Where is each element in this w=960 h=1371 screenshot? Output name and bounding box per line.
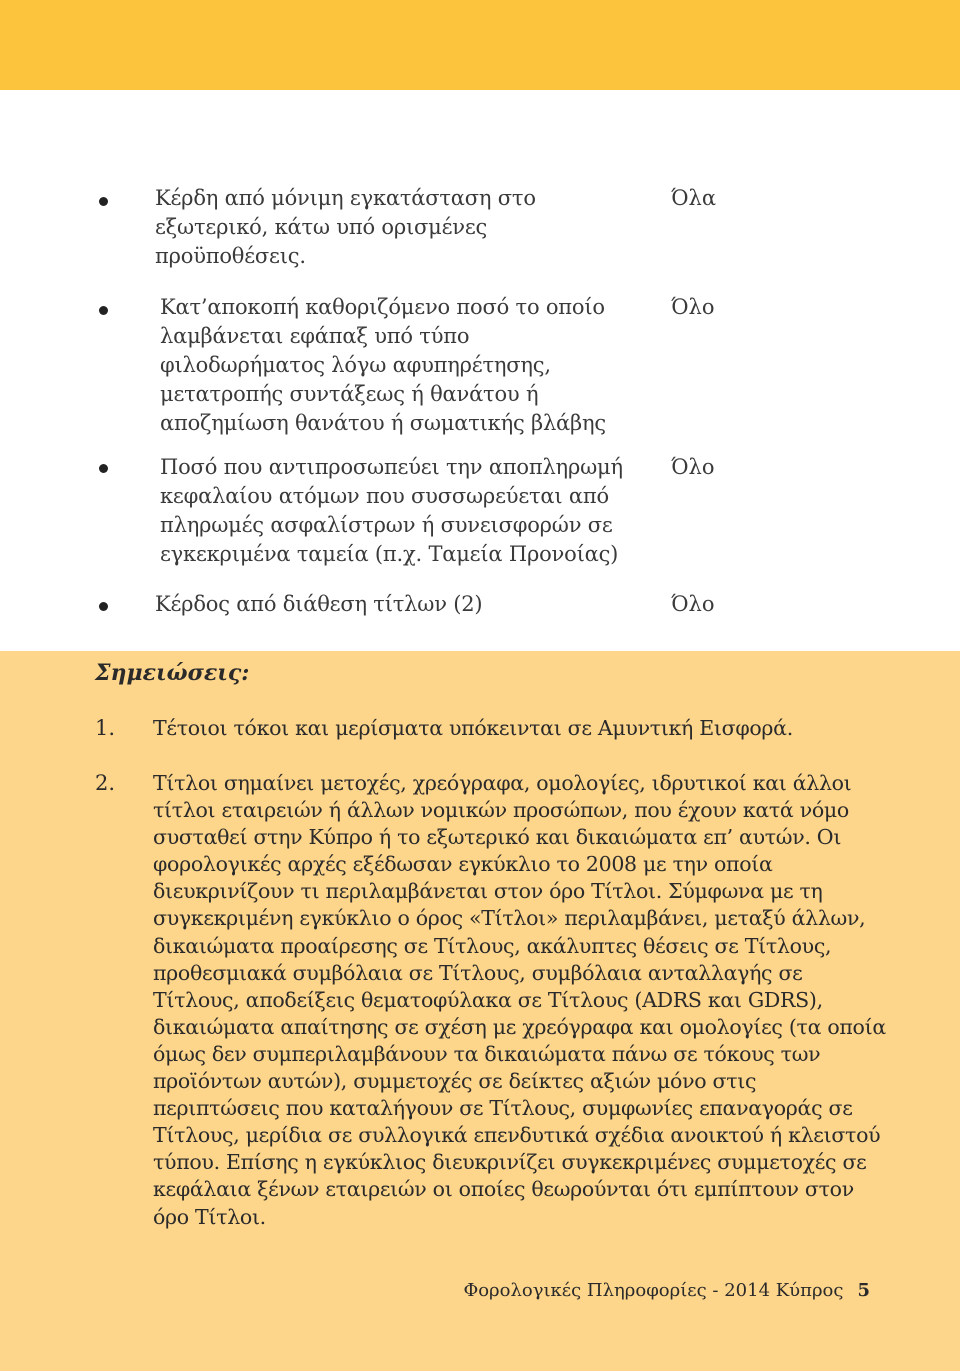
bullet-icon [99,306,108,315]
bullet-icon [99,464,108,473]
note-text: Τέτοιοι τόκοι και μερίσματα υπόκεινται σε Αμυντική Εισφορά. [153,716,793,740]
note-number: 2. [95,771,116,795]
item-value: Όλο [671,455,715,479]
header-band [0,0,960,90]
note-number: 1. [95,716,116,740]
item-description: Κέρδη από μόνιμη εγκατάσταση στο εξωτερικό, κάτω υπό ορισμένες προϋποθέσεις. [155,186,536,268]
notes-title: Σημειώσεις: [95,660,250,686]
bullet-icon [99,602,108,611]
item-description: Κέρδος από διάθεση τίτλων (2) [155,592,483,616]
item-value: Όλο [671,592,715,616]
page-footer [0,1280,870,1301]
bullet-icon [99,197,108,206]
item-value: Όλα [671,186,717,210]
item-description: Ποσό που αντιπροσωπεύει την αποπληρωμή κεφαλαίου ατόμων που συσσωρεύεται από πληρωμές ασφαλίστρων ή συνεισφορών σε εγκεκριμένα ταμεία (π.χ. Ταμεία Προνοίας) [160,455,623,566]
page-number: 5 [857,1280,870,1301]
item-description: Κατ’αποκοπή καθοριζόμενο ποσό το οποίο λαμβάνεται εφάπαξ υπό τύπο φιλοδωρήματος λόγω αφυπηρέτησης, μετατροπής συντάξεως ή θανάτου ή αποζημίωση θανάτου ή σωματικής βλάβης [160,295,606,435]
note-text: Τίτλοι σημαίνει μετοχές, χρεόγραφα, ομολογίες, ιδρυτικοί και άλλοι τίτλοι εταιρειών ή άλλων νομικών προσώπων, που έχουν κατά νόμο συσταθεί στην Κύπρο ή το εξωτερικό και δικαιώματα επ’ αυτών. Οι φορολογικές αρχές εξέδωσαν εγκύκλιο το 2008 με την οποία διευκρινίζουν τι περιλαμβάνεται στον όρο Τίτλοι. Σύμφωνα με τη συγκεκριμένη εγκύκλιο ο όρος «Τίτλοι» περιλαμβάνει, μεταξύ άλλων, δικαιώματα προαίρεσης σε Τίτλους, ακάλυπτες θέσεις σε Τίτλους, προθεσμιακά συμβόλαια σε Τίτλους, συμβόλαια ανταλλαγής σε Τίτλους, αποδείξεις θεματοφύλακα σε Τίτλους (ADRS και GDRS), δικαιώματα απαίτησης σε σχέση με χρεόγραφα και ομολογίες (τα οποία όμως δεν συμπεριλαμβάνουν τα δικαιώματα πάνω σε τόκους των προϊόντων αυτών), συμμετοχές σε δείκτες αξιών μόνο στις περιπτώσεις που καταλήγουν σε Τίτλους, συμφωνίες επαναγοράς σε Τίτλους, μερίδια σε συλλογικά επενδυτικά σχέδια ανοικτού ή κλειστού τύπου. Επίσης η εγκύκλιος διευκρινίζει συγκεκριμένες συμμετοχές σε κεφάλαια ξένων εταιρειών οι οποίες θεωρούνται ότι εμπίπτουν στον όρο Τίτλοι. [153,771,886,1229]
footer-label: Φορολογικές Πληροφορίες - 2014 Κύπρος [463,1280,844,1301]
item-value: Όλο [671,295,715,319]
